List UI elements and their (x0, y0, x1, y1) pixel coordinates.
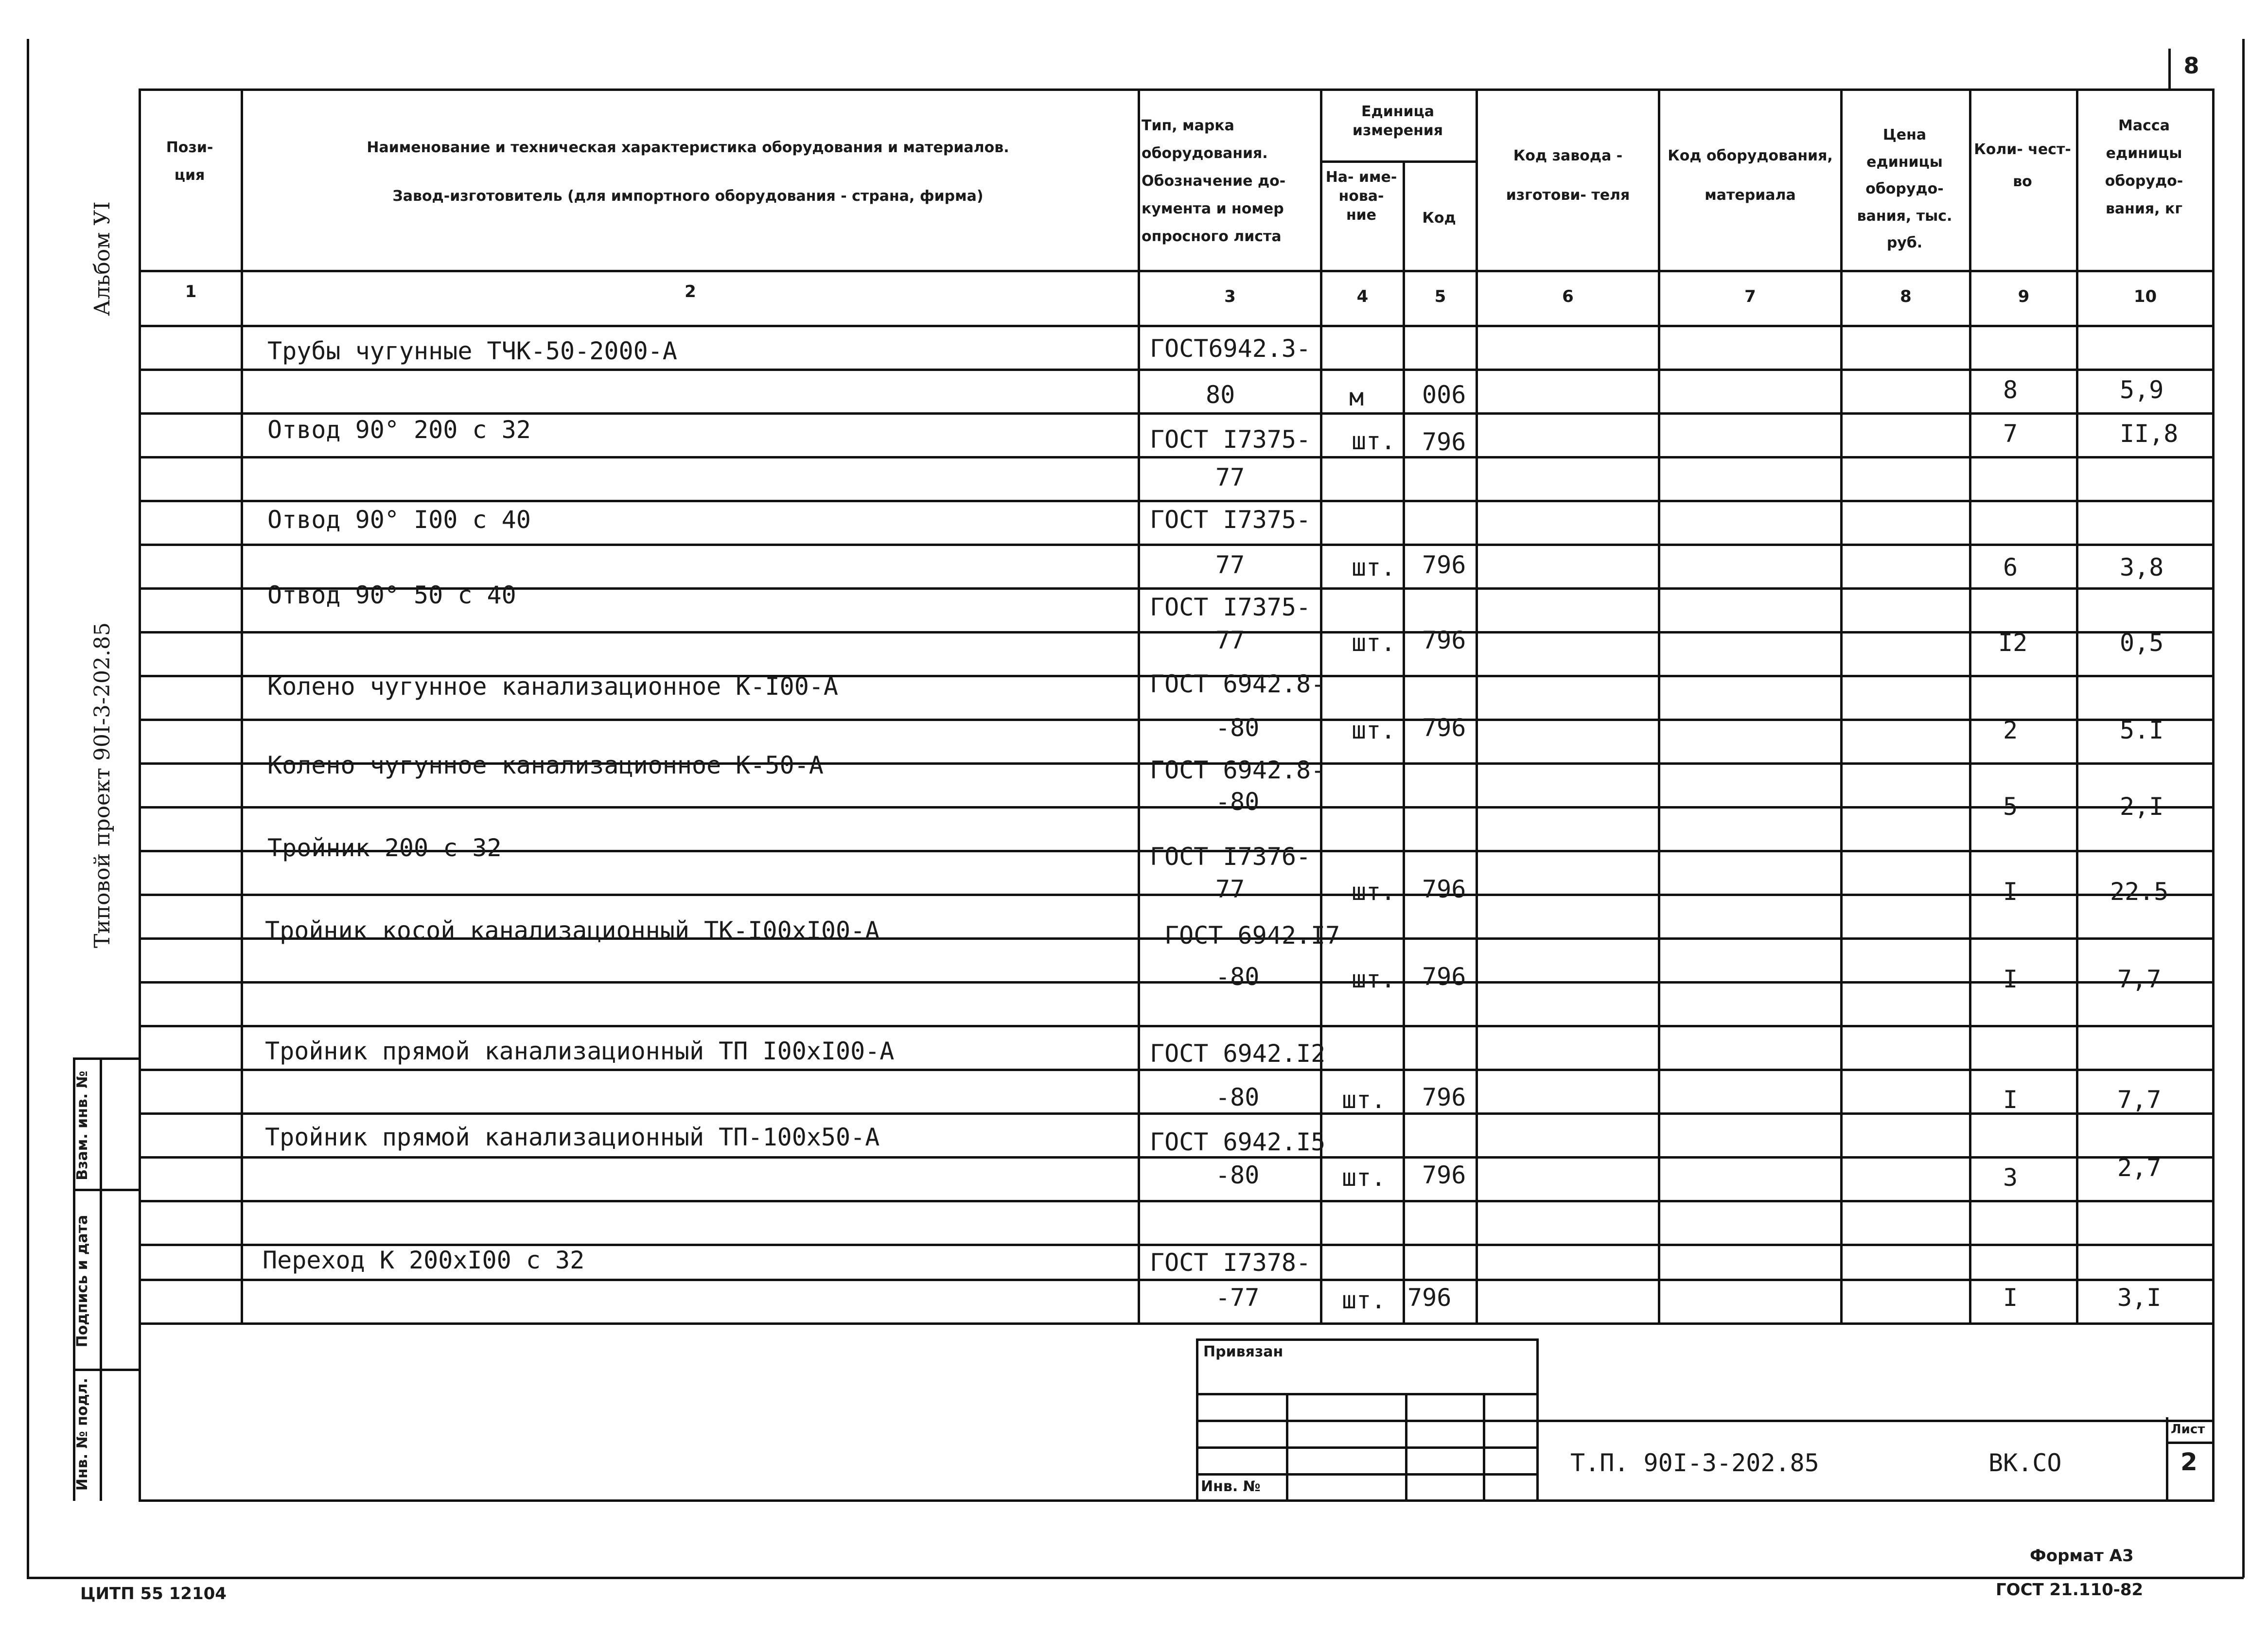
row-5-doc1: ГОСТ 6942.8- (1150, 756, 1326, 784)
row-5-doc2: -80 (1215, 788, 1260, 816)
col-num-8: 8 (1900, 287, 1912, 306)
tb-doc-code: Т.П. 90I-3-202.85 (1570, 1449, 1819, 1477)
row-line (139, 544, 2215, 546)
unit-sub-line (1320, 160, 1476, 163)
row-3-code: 796 (1422, 626, 1466, 654)
row-1-code: 796 (1422, 428, 1466, 456)
tb-list-left (2166, 1417, 2168, 1500)
stamp-inv-original: Инв. № подл. (74, 1377, 91, 1491)
row-7-doc1: ГОСТ 6942.I7 (1164, 921, 1340, 950)
tb-col (1483, 1393, 1485, 1501)
header-name-line1: Наименование и техническая характеристика оборудования и материалов. (367, 139, 1009, 156)
header-mass: Масса единицы оборудо- вания, кг (2105, 117, 2183, 217)
frame-right (2242, 39, 2245, 1578)
col-line-9 (2076, 88, 2078, 1323)
row-6-name: Тройник 200 с 32 (267, 834, 502, 862)
tb-col (1405, 1393, 1407, 1501)
row-line (139, 1322, 2215, 1325)
row-1-doc1: ГОСТ I7375- (1150, 425, 1311, 454)
row-3-mass: 0,5 (2120, 629, 2164, 657)
album-label: Альбом УI (90, 201, 115, 316)
col-num-1: 1 (185, 282, 197, 301)
tb-mark: ВК.СО (1988, 1449, 2062, 1477)
row-line (139, 894, 2215, 896)
row-4-code: 796 (1422, 714, 1466, 742)
row-line (139, 1156, 2215, 1159)
footer-gost: ГОСТ 21.110-82 (1996, 1580, 2144, 1600)
row-3-doc2: 77 (1215, 626, 1245, 654)
header-equipment-code: Код оборудования, материала (1668, 147, 1833, 204)
row-4-doc2: -80 (1215, 714, 1260, 742)
tb-list-no: 2 (2180, 1448, 2198, 1476)
row-4-qty: 2 (2003, 716, 2018, 744)
row-5-name: Колено чугунное канализационное К-50-А (267, 751, 824, 779)
row-5-qty: 5 (2003, 792, 2018, 821)
stamp-replace-inv: Взам. инв. № (74, 1071, 91, 1180)
row-1-doc2: 77 (1215, 463, 1245, 492)
col-num-3: 3 (1224, 287, 1236, 306)
row-5-mass: 2,I (2120, 792, 2164, 821)
row-8-qty: I (2003, 1086, 2018, 1114)
row-2-doc1: ГОСТ I7375- (1150, 506, 1311, 534)
col-line-4 (1403, 160, 1405, 1323)
header-type: Тип, марка оборудования. Обозначение до- кумента и номер опросного листа (1142, 117, 1286, 245)
header-plant-code: Код завода - изготови- теля (1506, 147, 1630, 204)
row-9-qty: 3 (2003, 1163, 2018, 1192)
tb-row (1196, 1473, 1536, 1476)
col-num-10: 10 (2133, 287, 2157, 306)
row-line (139, 412, 2215, 415)
row-line (139, 981, 2215, 984)
row-line (139, 456, 2215, 458)
row-line (139, 1200, 2215, 1202)
row-3-doc1: ГОСТ I7375- (1150, 593, 1311, 621)
tb-inv-no: Инв. № (1201, 1478, 1261, 1495)
tb-privyazan: Привязан (1203, 1343, 1283, 1360)
header-unit: Единица измерения (1352, 103, 1443, 139)
tb-row (1196, 1446, 1536, 1449)
tb-col (1286, 1393, 1288, 1501)
row-3-unit: шт. (1352, 629, 1396, 657)
sheet-top-number: 8 (2183, 53, 2199, 79)
tb-doc-top (1536, 1420, 2215, 1422)
row-line (139, 806, 2215, 809)
row-0-qty: 8 (2003, 376, 2018, 404)
col-num-4: 4 (1356, 287, 1369, 306)
row-4-name: Колено чугунное канализационное К-I00-А (267, 672, 838, 701)
row-10-qty: I (2003, 1284, 2018, 1312)
header-quantity: Коли- чест- во (1974, 141, 2071, 190)
row-0-code: 006 (1422, 381, 1466, 409)
row-9-doc1: ГОСТ 6942.I5 (1150, 1128, 1326, 1156)
table-top (139, 88, 2215, 91)
row-9-name: Тройник прямой канализационный ТП-100х50-А (265, 1123, 880, 1151)
col-line-7 (1840, 88, 1843, 1323)
row-8-name: Тройник прямой канализационный ТП I00хI00-А (265, 1037, 895, 1065)
row-line (139, 631, 2215, 634)
col-line-8 (1969, 88, 1971, 1323)
row-8-mass: 7,7 (2117, 1086, 2162, 1114)
row-4-mass: 5.I (2120, 716, 2164, 744)
row-0-unit: м (1349, 383, 1364, 411)
row-10-mass: 3,I (2117, 1284, 2162, 1312)
header-unit-code: Код (1422, 210, 1456, 227)
row-10-doc1: ГОСТ I7378- (1150, 1249, 1311, 1277)
stamp-signature-date: Подпись и дата (74, 1215, 91, 1348)
header-name-line2: Завод-изготовитель (для импортного оборудования - страна, фирма) (392, 188, 984, 205)
row-0-mass: 5,9 (2120, 376, 2164, 404)
stamp-mid (100, 1057, 102, 1501)
project-label: Типовой проект 90I-3-202.85 (90, 622, 115, 948)
row-1-unit: шт. (1352, 427, 1396, 455)
row-0-doc2: 80 (1206, 381, 1235, 409)
row-2-doc2: 77 (1215, 551, 1245, 579)
row-9-doc2: -80 (1215, 1161, 1260, 1189)
row-line (139, 500, 2215, 502)
tb-row (1196, 1420, 1536, 1422)
row-7-unit: шт. (1352, 965, 1396, 993)
col-num-6: 6 (1562, 287, 1574, 306)
row-6-code: 796 (1422, 875, 1466, 903)
row-8-code: 796 (1422, 1083, 1466, 1111)
row-6-doc2: 77 (1215, 875, 1245, 903)
row-7-code: 796 (1422, 963, 1466, 991)
row-1-qty: 7 (2003, 420, 2018, 448)
row-line (139, 369, 2215, 371)
row-8-doc1: ГОСТ 6942.I2 (1150, 1039, 1326, 1068)
row-1-mass: II,8 (2120, 420, 2179, 448)
row-1-name: Отвод 90° 200 с 32 (267, 416, 531, 444)
row-4-unit: шт. (1352, 716, 1396, 744)
frame-bottom (27, 1577, 2244, 1579)
table-right (2212, 88, 2215, 1501)
row-9-unit: шт. (1342, 1163, 1386, 1192)
row-7-name: Тройник косой канализационный ТК-I00хI00-А (265, 916, 880, 945)
col-num-5: 5 (1434, 287, 1446, 306)
row-line (139, 1112, 2215, 1115)
footer-citp: ЦИТП 55 12104 (80, 1584, 227, 1603)
row-9-mass: 2,7 (2117, 1154, 2162, 1182)
row-8-unit: шт. (1342, 1086, 1386, 1114)
tb-list-mid (2166, 1442, 2215, 1444)
row-6-qty: I (2003, 878, 2018, 906)
row-line (139, 1069, 2215, 1071)
row-2-mass: 3,8 (2120, 553, 2164, 581)
row-0-name: Трубы чугунные ТЧК-50-2000-А (267, 337, 677, 365)
row-line (139, 1279, 2215, 1281)
colnum-bottom (139, 325, 2215, 327)
row-3-name: Отвод 90° 50 с 40 (267, 581, 516, 609)
row-6-mass: 22.5 (2110, 878, 2169, 906)
row-2-code: 796 (1422, 551, 1466, 579)
header-unit-name: На- име- нова- ние (1325, 169, 1397, 224)
tb-row (1196, 1393, 1536, 1395)
row-0-doc1: ГОСТ6942.3- (1150, 334, 1311, 363)
row-3-qty: I2 (1998, 629, 2028, 657)
col-line-5 (1476, 88, 1478, 1323)
row-2-unit: шт. (1352, 553, 1396, 581)
col-line-2 (1138, 88, 1140, 1323)
row-10-unit: шт. (1342, 1286, 1386, 1314)
table-bottom (139, 1499, 2215, 1502)
row-7-qty: I (2003, 965, 2018, 993)
col-num-7: 7 (1744, 287, 1756, 306)
frame-left (27, 39, 29, 1578)
row-10-doc2: -77 (1215, 1284, 1260, 1312)
row-10-name: Переход К 200хI00 с 32 (263, 1246, 585, 1274)
row-4-doc1: ГОСТ 6942.8- (1150, 670, 1326, 698)
header-bottom (139, 270, 2215, 272)
col-num-9: 9 (2018, 287, 2030, 306)
header-price: Цена единицы оборудо- вания, тыс. руб. (1857, 126, 1952, 251)
tb-top (1196, 1338, 1536, 1341)
row-8-doc2: -80 (1215, 1083, 1260, 1111)
row-6-doc1: ГОСТ I7376- (1150, 843, 1311, 871)
footer-format: Формат А3 (2030, 1546, 2134, 1566)
row-7-doc2: -80 (1215, 963, 1260, 991)
row-7-mass: 7,7 (2117, 965, 2162, 993)
row-line (139, 1025, 2215, 1027)
row-10-code: 796 (1407, 1284, 1452, 1312)
col-line-1 (241, 88, 243, 1323)
row-2-qty: 6 (2003, 553, 2018, 581)
row-6-unit: шт. (1352, 878, 1396, 906)
col-num-2: 2 (685, 282, 696, 301)
row-2-name: Отвод 90° I00 с 40 (267, 506, 531, 534)
col-line-6 (1658, 88, 1660, 1323)
header-position: Пози- ция (166, 139, 213, 184)
row-9-code: 796 (1422, 1161, 1466, 1189)
tb-list-label: Лист (2171, 1422, 2205, 1437)
row-line (139, 719, 2215, 721)
